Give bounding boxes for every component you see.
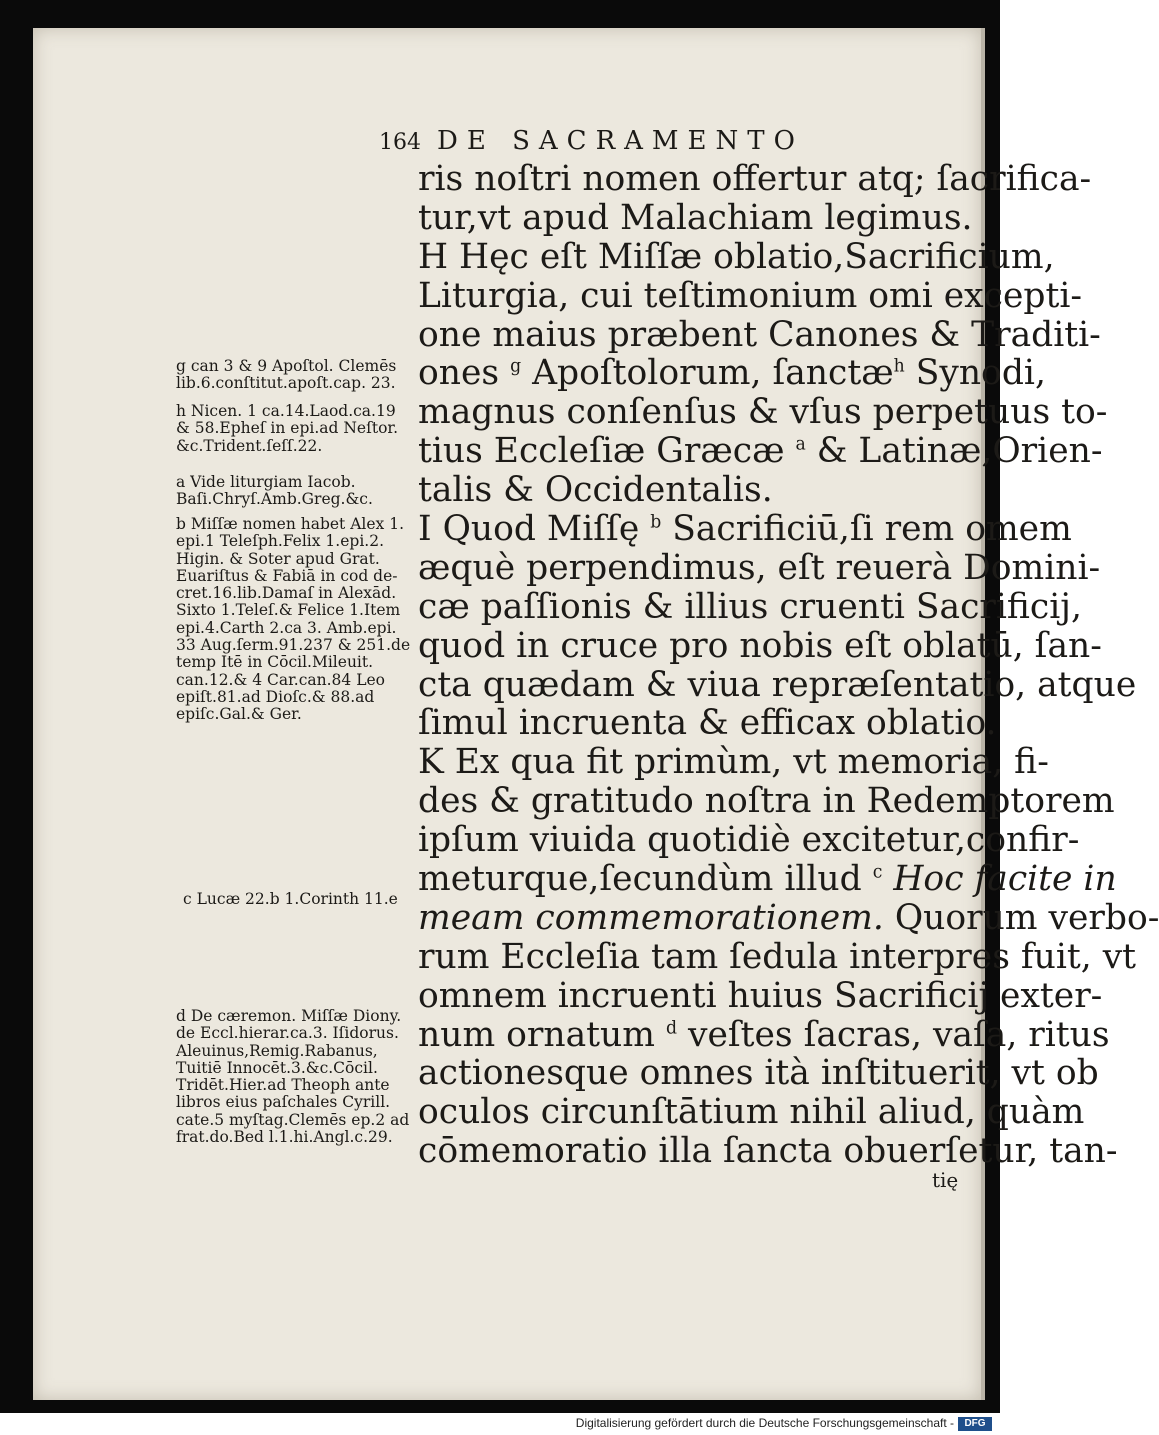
side-note-g: g can 3 & 9 Apoſtol. Clemēs lib.6.conſtitut.apoſt.cap. 23. xyxy=(176,357,397,393)
text-line: oculos circunſtātium nihil aliud, quàm xyxy=(418,1092,1085,1133)
text-line: talis & Occidentalis. xyxy=(418,470,773,511)
text-line: I Quod Miſſę $^b$ Sacrificiū,ſi rem omem xyxy=(418,509,1072,550)
text-line: K Ex qua fit primùm, vt memoria, fi- xyxy=(418,742,1049,783)
note-marker-d: d xyxy=(665,1018,677,1039)
note-marker-h: h xyxy=(893,356,905,377)
text-line: meam commemorationem. Quorum verbo- xyxy=(418,897,1159,938)
text-line: ipſum viuida quotidiè excitetur,confir- xyxy=(418,820,1080,861)
text-line: quod in cruce pro nobis eſt oblatū, ſan- xyxy=(418,625,1102,666)
text-line: magnus conſenſus & vſus perpetuus to- xyxy=(418,392,1108,433)
text-line: ſimul incruenta & efficax oblatio. xyxy=(418,703,997,744)
funding-credit: Digitalisierung gefördert durch die Deutsche Forschungsgemeinschaft - xyxy=(575,1416,954,1430)
text-line: meturque,ſecundùm illud $^c$ Hoc facite in xyxy=(418,859,1117,900)
side-note-b: b Miſſæ nomen habet Alex 1. epi.1 Teleſph.Felix 1.epi.2. Higin. & Soter apud Grat. Euariſtus & Fabiā in cod de- cret.16.lib.Damaſ in Alexād. Sixto 1.Teleſ.& Felice 1.Item epi.4.Carth 2.ca 3. Amb.epi. 33 Aug.ſerm.91.237 & 251.de temp Itē in Cōcil.Mileuit. can.12.& 4 Car.can.84 Leo epiſt.81.ad Dioſc.& 88.ad epiſc.Gal.& Ger. xyxy=(176,515,411,724)
text-line: ones $^g$ Apoſtolorum, ſanctæ$^h$ Synodi, xyxy=(418,353,1046,394)
note-marker-g: g xyxy=(510,356,522,377)
text-line: des & gratitudo noſtra in Redemptorem xyxy=(418,781,1115,822)
note-marker-b: b xyxy=(650,512,662,533)
text-line: actionesque omnes ità inſtituerit, vt ob xyxy=(418,1053,1099,1094)
text-line: cta quædam & viua repræſentatio, atque xyxy=(418,664,1137,705)
side-note-d: d De cæremon. Miſſæ Diony. de Eccl.hierar.ca.3. Iſidorus. Aleuinus,Remig.Rabanus, Tuitiē Innocēt.3.&c.Cōcil. Tridēt.Hier.ad Theoph ante libros eius paſchales Cyrill. cate.5 myſtag.Clemēs ep.2 ad frat.do.Bed l.1.hi.Angl.c.29. xyxy=(176,1007,410,1147)
text-line: tur,vt apud Malachiam legimus. xyxy=(418,197,973,238)
dfg-logo-icon: DFG xyxy=(958,1417,992,1431)
text-line: rum Eccleſia tam ſedula interpres fuit, vt xyxy=(418,936,1137,977)
text-line: num ornatum $^d$ veſtes ſacras, vaſa, ritus xyxy=(418,1014,1110,1055)
side-note-c: c Lucæ 22.b 1.Corinth 11.e xyxy=(183,890,398,908)
running-header xyxy=(379,126,804,156)
text-line: omnem incruenti huius Sacrificij exter- xyxy=(418,975,1103,1016)
page-number: 164 xyxy=(379,130,421,155)
running-head-title: DE SACRAMENTO xyxy=(437,126,804,156)
text-line: cōmemoratio illa ſancta obuerſetur, tan- xyxy=(418,1131,1118,1172)
side-note-a: a Vide liturgiam Iacob. Baſi.Chryſ.Amb.Greg.&c. xyxy=(176,473,373,509)
note-marker-a: a xyxy=(795,434,806,455)
text-line: H Hęc eſt Miſſæ oblatio,Sacrificium, xyxy=(418,236,1055,277)
catchword: tię xyxy=(932,1168,959,1192)
side-note-h: h Nicen. 1 ca.14.Laod.ca.19 & 58.Epheſ in epi.ad Neſtor. &c.Trident.ſeſſ.22. xyxy=(176,402,399,455)
main-text-block xyxy=(418,160,1159,1171)
text-line: æquè perpendimus, eſt reuerà Domini- xyxy=(418,547,1101,588)
note-marker-c: c xyxy=(872,862,883,883)
text-line: Liturgia, cui teſtimonium omi excepti- xyxy=(418,275,1083,316)
text-line: ris noſtri nomen offertur atq; ſacrifica- xyxy=(418,159,1092,199)
text-line: cæ paſſionis & illius cruenti Sacrificij, xyxy=(418,586,1082,627)
text-line: one maius præbent Canones & Traditi- xyxy=(418,314,1101,355)
text-line: tius Eccleſiæ Græcæ $^a$ & Latinæ,Orien- xyxy=(418,431,1103,472)
